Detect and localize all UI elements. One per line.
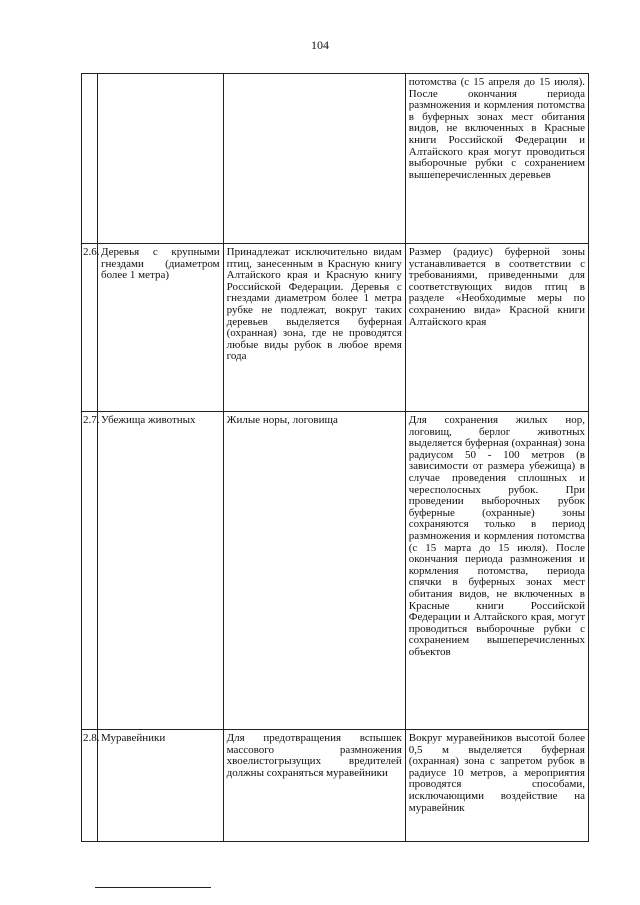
object-name bbox=[97, 74, 223, 244]
object-name: Муравейники bbox=[97, 730, 223, 842]
table-row bbox=[82, 730, 589, 842]
object-name: Убежища животных bbox=[97, 412, 223, 730]
object-description: Принадлежат исключительно видам птиц, занесенным в Красную книгу Алтайского края и Красную книгу Российской Федерации. Деревья с гнездами диаметром более 1 метра рубке не подлежат, вокруг таких деревьев выделяется буферная (охранная) зона, где не проводятся любые виды рубок в любое время года bbox=[223, 244, 405, 412]
protection-requirement: Размер (радиус) буферной зоны устанавливается в соответствии с требованиями, приведенными для соответствующих видов птиц в разделе «Необходимые меры по сохранению вида» Красной книги Алтайского края bbox=[405, 244, 588, 412]
object-description: Для предотвращения вспышек массового размножения хвоелистогрызущих вредителей должны сохраняться муравейники bbox=[223, 730, 405, 842]
table-row bbox=[82, 412, 589, 730]
protection-requirement: потомства (с 15 апреля до 15 июля). После окончания периода размножения и кормления потомства в буферных зонах мест обитания видов, не включенных в Красные книги Российской Федерации и Алтайского края могут проводиться выборочные рубки с сохранением вышеперечисленных деревьев bbox=[405, 74, 588, 244]
object-description bbox=[223, 74, 405, 244]
table-row bbox=[82, 74, 589, 244]
table-row bbox=[82, 244, 589, 412]
page-number: 104 bbox=[311, 38, 329, 52]
protection-requirement: Вокруг муравейников высотой более 0,5 м выделяется буферная (охранная) зона с запретом рубок в радиусе 10 метров, а мероприятия проводятся способами, исключающими воздействие на муравейник bbox=[405, 730, 588, 842]
object-name: Деревья с крупными гнездами (диаметром более 1 метра) bbox=[97, 244, 223, 412]
row-number: 2.6. bbox=[82, 244, 98, 412]
row-number bbox=[82, 74, 98, 244]
row-number: 2.7. bbox=[82, 412, 98, 730]
row-number: 2.8. bbox=[82, 730, 98, 842]
object-description: Жилые норы, логовища bbox=[223, 412, 405, 730]
footnote-separator bbox=[95, 887, 211, 888]
requirements-table bbox=[81, 73, 589, 842]
protection-requirement: Для сохранения жилых нор, логовищ, берлог животных выделяется буферная (охранная) зона радиусом 50 - 100 метров (в зависимости от размера убежища) в случае проведения сплошных и чересполосных рубок. При проведении выборочных рубок буферные (охранные) зоны сохраняются только в период размножения и кормления потомства (с 15 марта до 15 июля). После окончания периода размножения и кормления потомства, периода спячки в буферных зонах мест обитания видов, не включенных в Красные книги Российской Федерации и Алтайского края, могут проводиться выборочные рубки с сохранением вышеперечисленных объектов bbox=[405, 412, 588, 730]
